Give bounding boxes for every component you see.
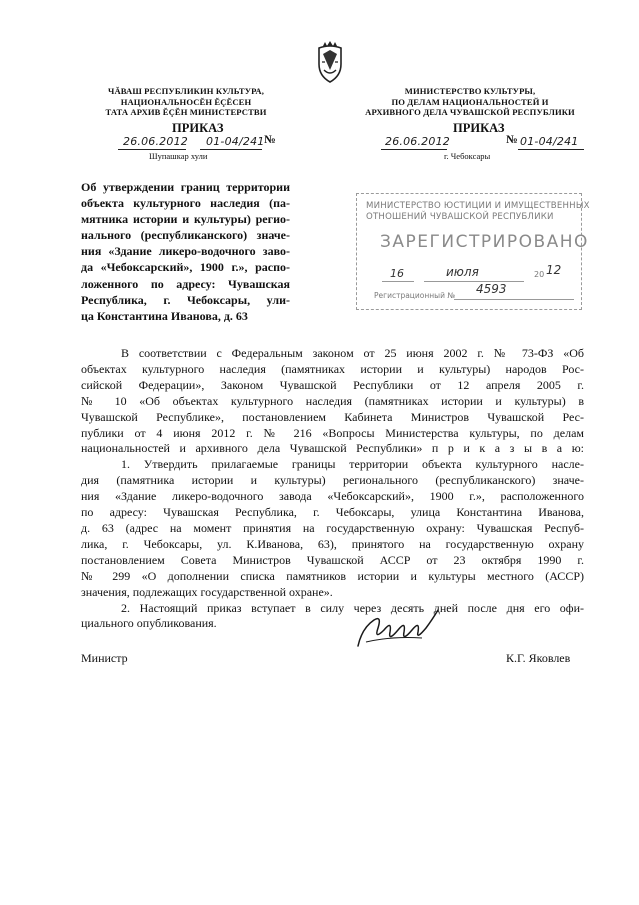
body-line: национальностей и архивного дела Чувашской Республики» п р и к а з ы в а ю: [81, 441, 584, 456]
right-city: г. Чебоксары [444, 151, 491, 161]
body-line: № 10 «Об объектах культурного наследия (памятниках истории и культуры) в [81, 393, 584, 408]
header-right-ministry [364, 86, 576, 118]
left-number-underline [200, 149, 262, 150]
body-line: Чувашской Республике», постановлением Кабинета Министров Чувашской Рес- [81, 409, 584, 424]
body-line: значения, подлежащих государственной охране». [81, 584, 333, 599]
stamp-day-handwritten: 16 [390, 267, 404, 280]
signatory-name: К.Г. Яковлев [506, 651, 571, 665]
body-line: циального опубликования. [81, 616, 217, 631]
stamp-line-2: ОТНОШЕНИЙ ЧУВАШСКОЙ РЕСПУБЛИКИ [366, 212, 554, 222]
body-line: дия (памятника истории и культуры) регионального (республиканского) значе- [81, 473, 584, 488]
title-line: нального (республиканского) значе- [81, 228, 290, 243]
coat-of-arms-icon [314, 40, 346, 84]
title-line: ца Константина Иванова, д. 63 [81, 308, 248, 323]
stamp-reg-underline [454, 299, 574, 300]
body-line: д. 63 (адрес на момент принятия на государственную охрану: Чувашская Респуб- [81, 520, 584, 535]
stamp-month-handwritten: июля [446, 265, 479, 279]
title-line: да «Чебоксарский», 1900 г.», распо- [81, 260, 290, 275]
signatory-position: Министр [81, 651, 128, 665]
body-line: В соответствии с Федеральным законом от 25 июня 2002 г. № 73-ФЗ «Об [121, 346, 584, 360]
stamp-month-underline [424, 281, 524, 282]
stamp-year-prefix: 20 [534, 270, 545, 279]
body-line: 1. Утвердить прилагаемые границы территории объекта культурного насле- [121, 457, 584, 472]
title-line: ложенного по адресу: Чувашская [81, 276, 290, 291]
prikaz-left-label: ПРИКАЗ [172, 121, 224, 135]
title-line: ния «Здание ликеро-водочного заво- [81, 244, 290, 259]
body-line: публики от 4 июня 2012 г. № 216 «Вопросы Министерства культуры, по делам [81, 425, 584, 440]
stamp-reg-label: Регистрационный № [374, 291, 456, 300]
stamp-day-underline [382, 281, 414, 282]
body-line: сийской Федерации», Законом Чувашской Республики от 12 апреля 2005 г. [81, 377, 584, 392]
title-line: мятника истории и культуры) регио- [81, 212, 290, 227]
left-date-underline [118, 149, 186, 150]
left-city: Шупашкар хули [149, 151, 208, 161]
right-number-sign: № [506, 134, 518, 146]
left-date-handwritten: 26.06.2012 [123, 135, 188, 148]
right-number-underline [518, 149, 584, 150]
header-left-line: НАЦИОНАЛЬНОСĔН ĔÇĔСЕН [120, 96, 252, 107]
title-line: Об утверждении границ территории [81, 180, 290, 194]
document-body [81, 346, 584, 632]
body-line: № 299 «О дополнении списка памятников истории и культуры местного (АССР) [81, 568, 584, 583]
title-line: объекта культурного наследия (па- [81, 196, 290, 211]
header-right-line: ПО ДЕЛАМ НАЦИОНАЛЬНОСТЕЙ И [391, 96, 549, 107]
body-line: постановлением Совета Министров Чувашской АССР от 23 октября 1990 г. [81, 552, 584, 567]
right-date-underline [381, 149, 447, 150]
title-line: Республика, г. Чебоксары, ули- [81, 292, 290, 307]
left-number-sign: № [264, 134, 276, 146]
header-right-line: АРХИВНОГО ДЕЛА ЧУВАШСКОЙ РЕСПУБЛИКИ [365, 107, 575, 117]
body-line: объектах культурного наследия (памятниках истории и культуры) народов Рос- [81, 361, 584, 376]
header-left-ministry [80, 86, 292, 118]
body-line: ния «Здание ликеро-водочного завода «Чебоксарский», 1900 г.», расположенного [81, 489, 584, 504]
right-date-handwritten: 26.06.2012 [385, 135, 450, 148]
body-line: лика, г. Чебоксары, ул. К.Иванова, 63), принятого на государственную охрану [81, 536, 584, 551]
stamp-year-handwritten: 12 [546, 263, 562, 277]
registration-stamp [356, 193, 590, 310]
document-title [81, 179, 290, 324]
right-number-handwritten: 01-04/241 [520, 135, 579, 148]
stamp-line-1: МИНИСТЕРСТВО ЮСТИЦИИ И ИМУЩЕСТВЕННЫХ [366, 201, 590, 211]
header-right-line: МИНИСТЕРСТВО КУЛЬТУРЫ, [404, 86, 536, 96]
header-left-line: ТАТА АРХИВ ĔÇĔН МИНИСТЕРСТВИ [105, 107, 267, 117]
body-line: 2. Настоящий приказ вступает в силу через десять дней после дня его офи- [121, 600, 584, 615]
stamp-regno-handwritten: 4593 [476, 282, 507, 296]
left-number-handwritten: 01-04/241 [206, 135, 265, 148]
handwritten-signature-icon [352, 606, 442, 651]
stamp-registered: ЗАРЕГИСТРИРОВАНО [380, 232, 589, 252]
body-line: по адресу: Чувашская Республика, г. Чебоксары, улица Константина Иванова, [81, 505, 584, 520]
header-left-line: ЧĂВАШ РЕСПУБЛИКИН КУЛЬТУРА, [108, 86, 264, 96]
prikaz-right-label: ПРИКАЗ [453, 121, 505, 135]
